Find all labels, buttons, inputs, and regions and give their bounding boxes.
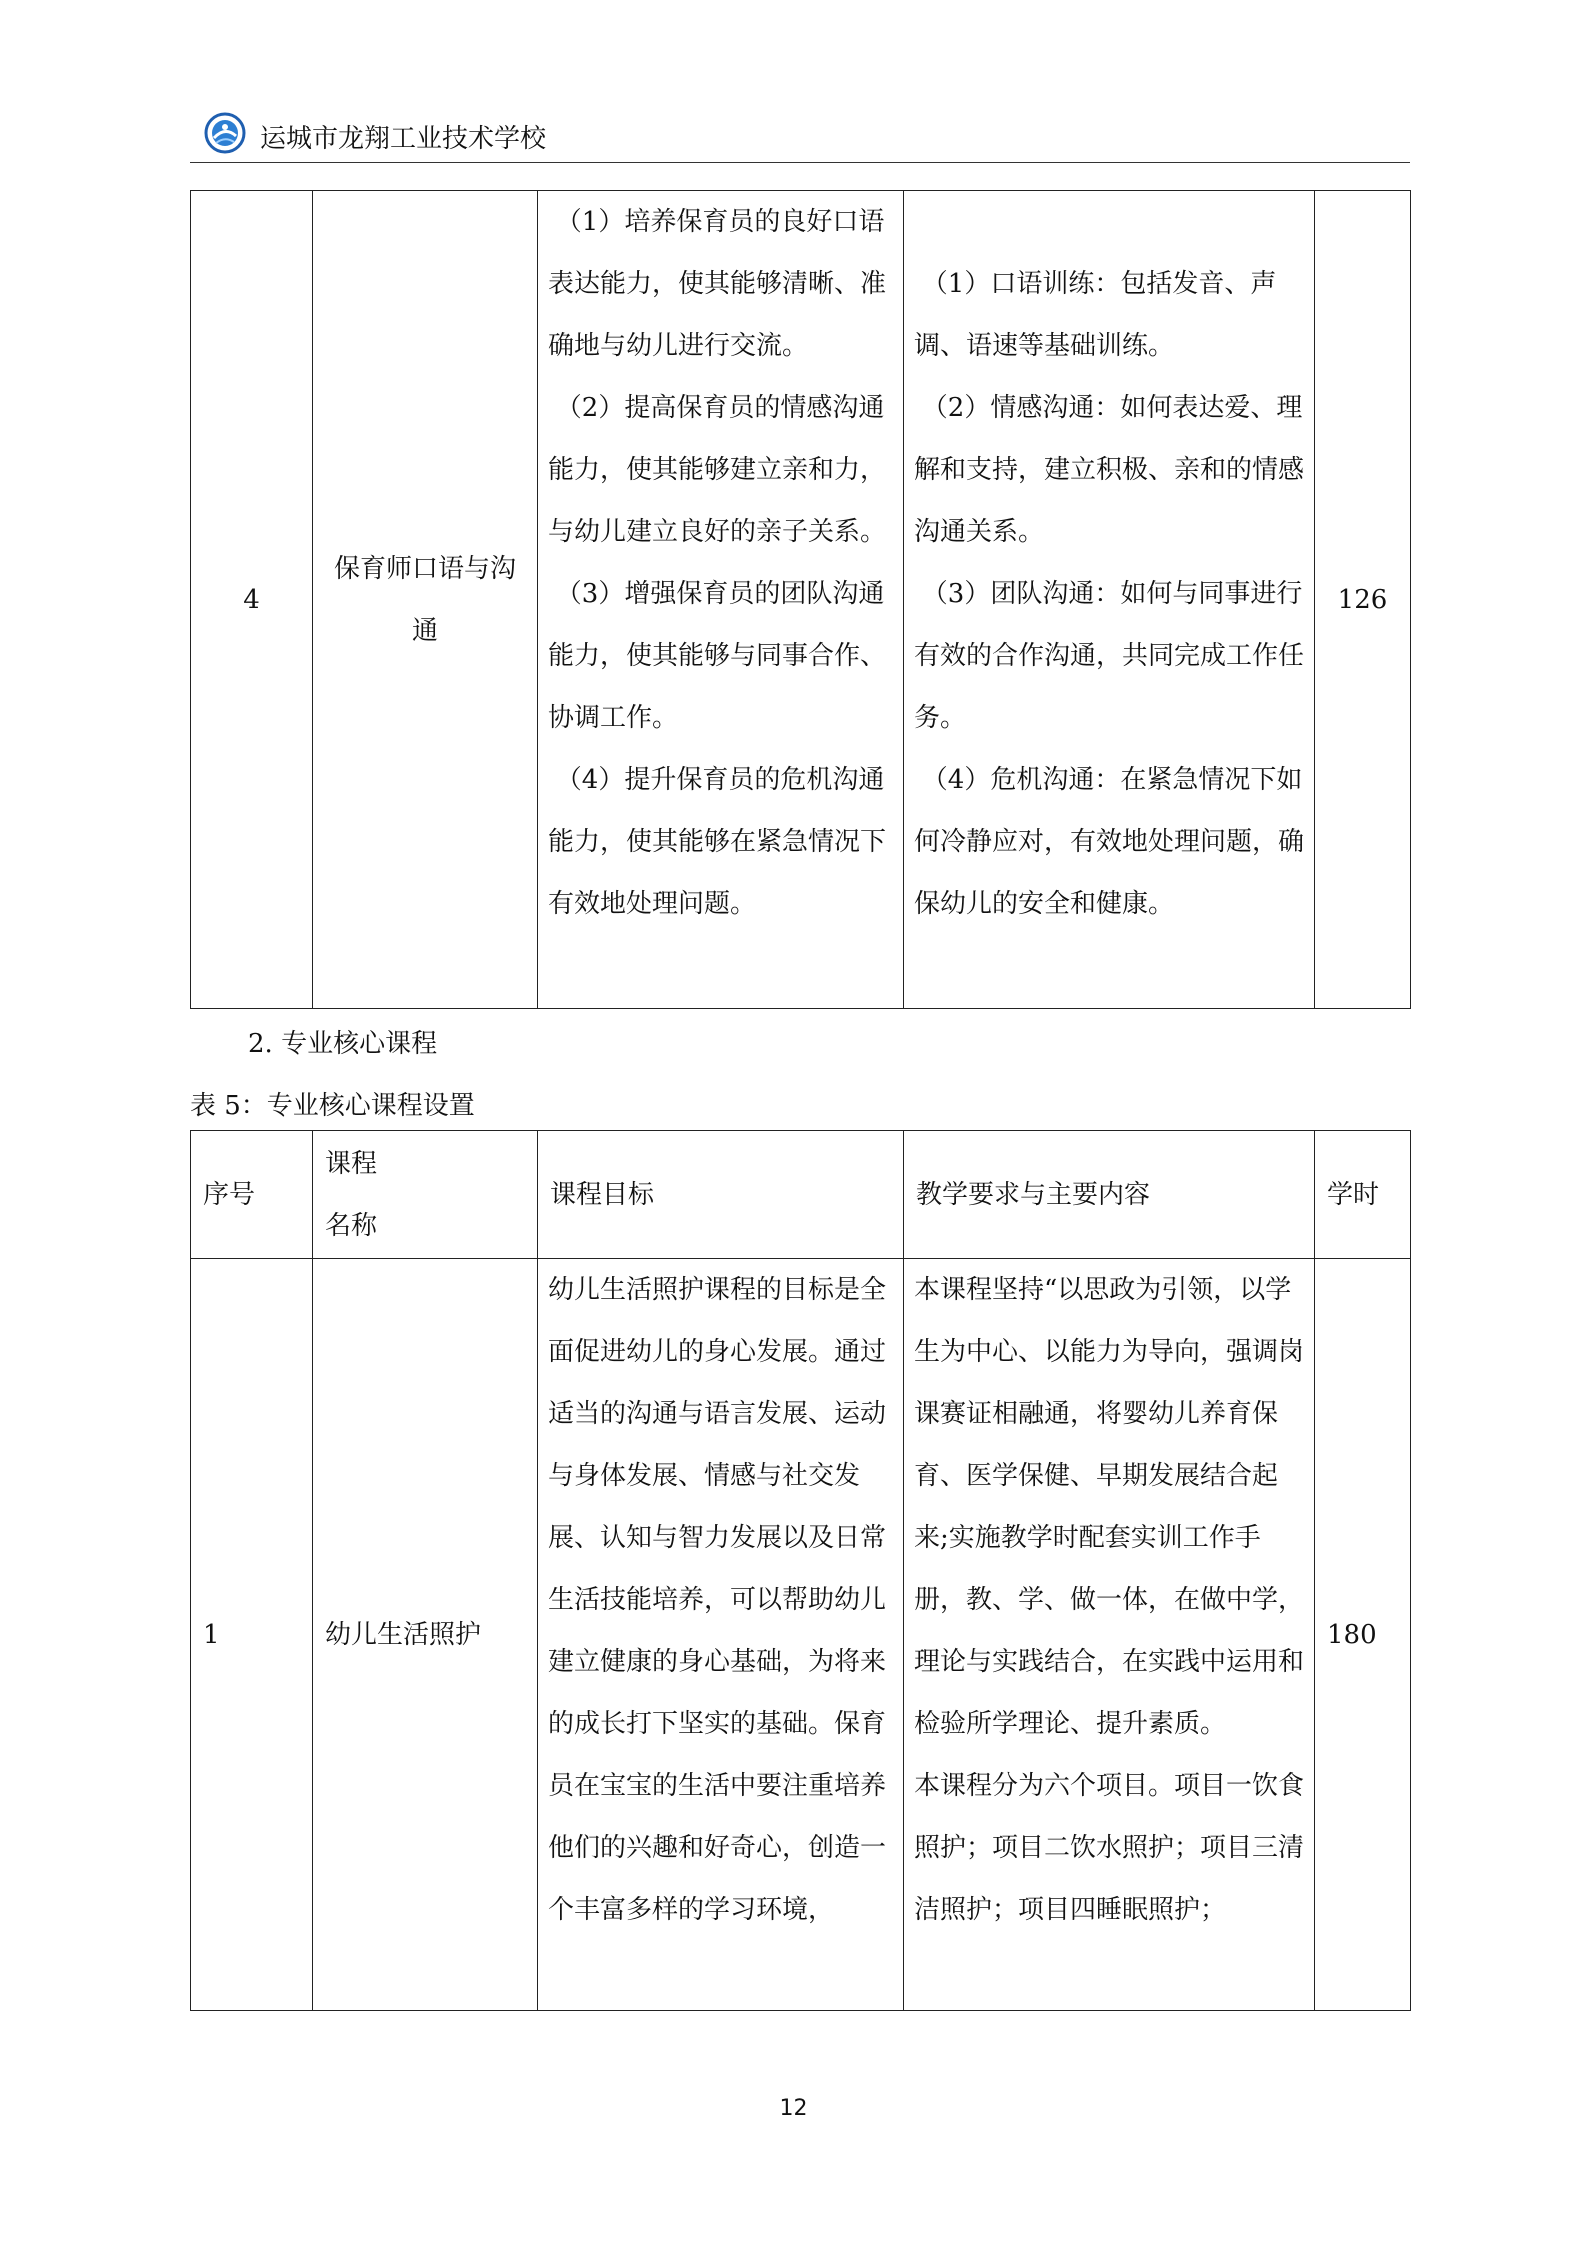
objective-item: （1）培养保育员的良好口语表达能力，使其能够清晰、准确地与幼儿进行交流。: [548, 207, 887, 361]
table-row: [191, 191, 1411, 1009]
content-item: （1）口语训练：包括发音、声调、语速等基础训练。: [914, 269, 1277, 361]
header-number: 序号: [191, 1131, 313, 1259]
course-name: 保育师口语与沟通: [313, 191, 538, 1009]
header-name-line2: 名称: [325, 1210, 378, 1241]
content-paragraph: 本课程分为六个项目。项目一饮食照护；项目二饮水照护；项目三清洁照护；项目四睡眠照护；: [914, 1771, 1305, 1925]
course-name: 幼儿生活照护: [313, 1259, 538, 2011]
course-content: [904, 1259, 1315, 2011]
page-number: 12: [779, 2096, 808, 2121]
course-hours: 180: [1315, 1259, 1411, 2011]
content-item: （2）情感沟通：如何表达爱、理解和支持，建立积极、亲和的情感沟通关系。: [914, 393, 1305, 547]
objective-item: （2）提高保育员的情感沟通能力，使其能够建立亲和力，与幼儿建立良好的亲子关系。: [548, 393, 887, 547]
header-content: 教学要求与主要内容: [904, 1131, 1315, 1259]
core-course-table: [190, 1130, 1411, 2011]
header-objective: 课程目标: [538, 1131, 904, 1259]
section-title: 2. 专业核心课程: [248, 1029, 438, 1059]
table-caption: 表 5：专业核心课程设置: [190, 1091, 475, 1121]
table-header-row: [191, 1131, 1411, 1259]
content-item: （3）团队沟通：如何与同事进行有效的合作沟通，共同完成工作任务。: [914, 579, 1305, 733]
course-table-continued: [190, 190, 1411, 1009]
objective-item: （4）提升保育员的危机沟通能力，使其能够在紧急情况下有效地处理问题。: [548, 765, 887, 919]
course-hours: 126: [1315, 191, 1411, 1009]
objective-item: （3）增强保育员的团队沟通能力，使其能够与同事合作、协调工作。: [548, 579, 887, 733]
table-row: [191, 1259, 1411, 2011]
course-objective: 幼儿生活照护课程的目标是全面促进幼儿的身心发展。通过适当的沟通与语言发展、运动与身体发展、情感与社交发展、认知与智力发展以及日常生活技能培养，可以帮助幼儿建立健康的身心基础，为将来的成长打下坚实的基础。保育员在宝宝的生活中要注重培养他们的兴趣和好奇心，创造一个丰富多样的学习环境，: [538, 1259, 904, 2011]
row-number: 1: [191, 1259, 313, 2011]
school-name: 运城市龙翔工业技术学校: [260, 124, 547, 154]
course-objectives: [538, 191, 904, 1009]
content-item: （4）危机沟通：在紧急情况下如何冷静应对，有效地处理问题，确保幼儿的安全和健康。: [914, 765, 1305, 919]
header-hours: 学时: [1315, 1131, 1411, 1259]
header-course-name: [313, 1131, 538, 1259]
course-content: [904, 191, 1315, 1009]
school-logo-icon: [204, 112, 246, 154]
content-paragraph: 本课程坚持“以思政为引领，以学生为中心、以能力为导向，强调岗课赛证相融通，将婴幼儿养育保育、医学保健、早期发展结合起来;实施教学时配套实训工作手册，教、学、做一体，在做中学，理论与实践结合，在实践中运用和检验所学理论、提升素质。: [914, 1275, 1305, 1739]
page-header: [190, 106, 1410, 163]
header-name-line1: 课程: [325, 1148, 378, 1179]
row-number: 4: [191, 191, 313, 1009]
